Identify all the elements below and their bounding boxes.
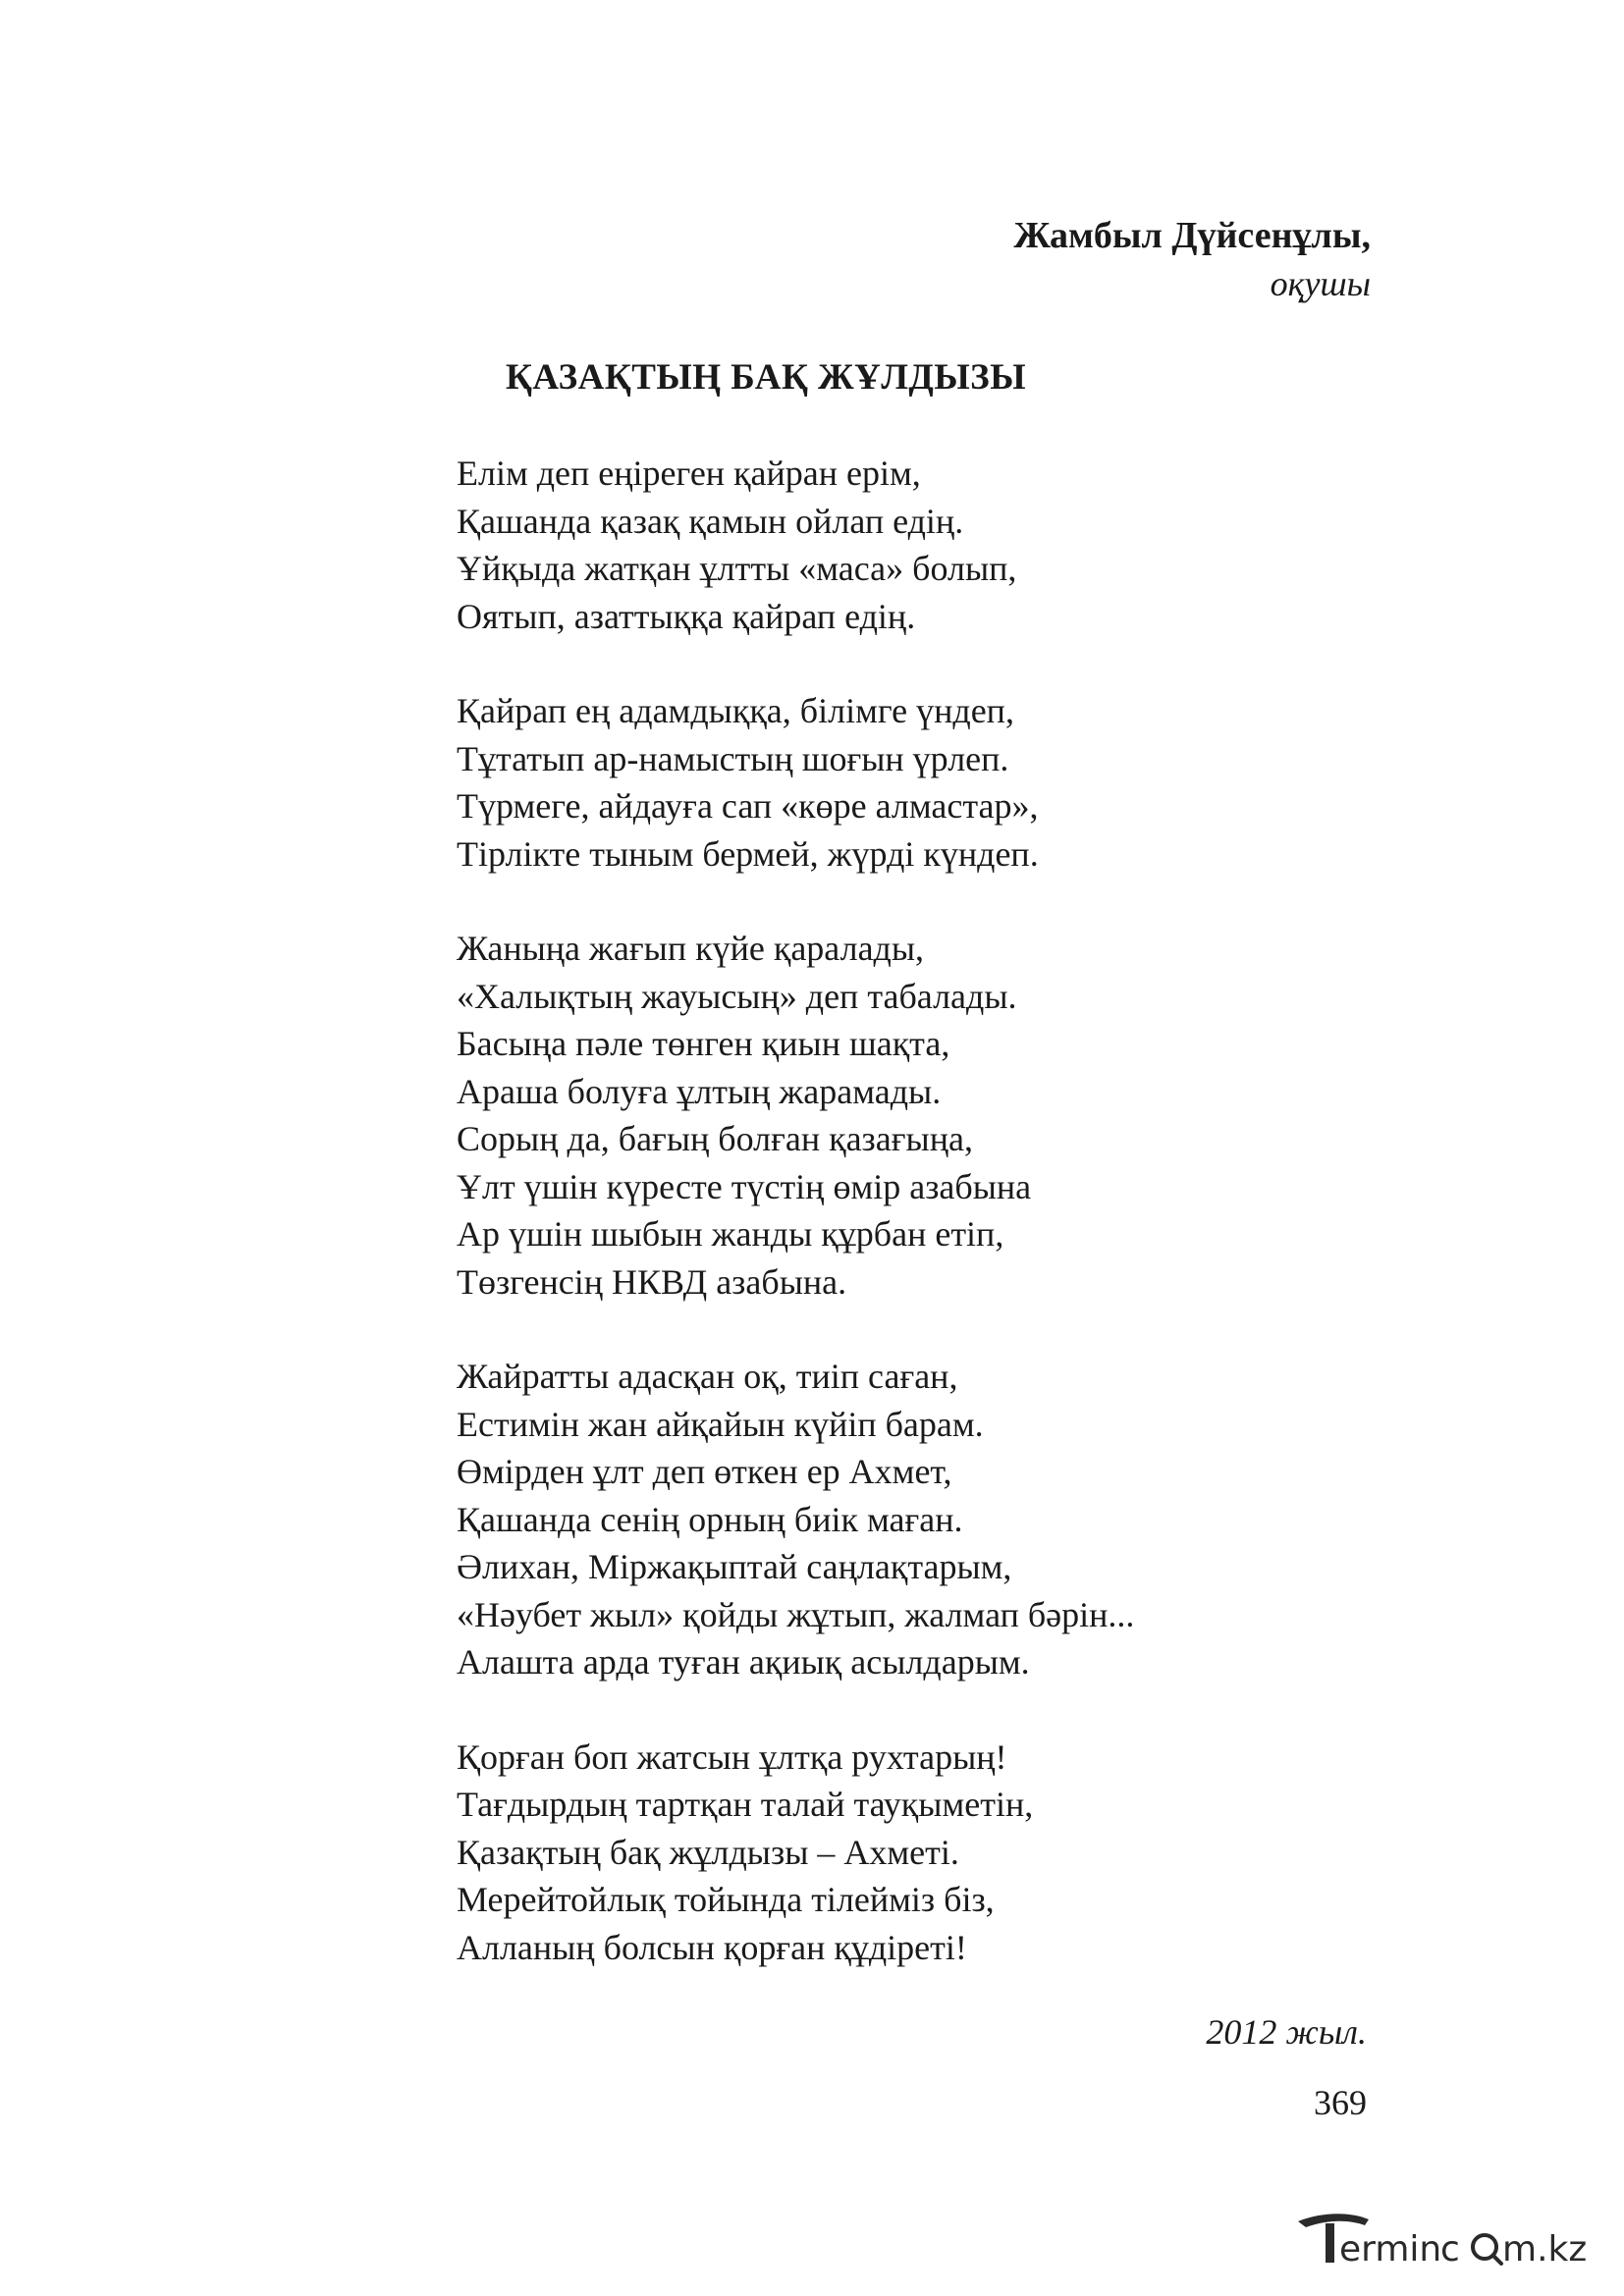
poem-line: Қашанда қазақ қамын ойлап едің. [457,501,964,541]
poem-line: Елім деп еңіреген қайран ерім, [457,454,921,493]
stanza [457,450,1340,640]
poem-line: Жайратты адасқан оқ, тиіп саған, [457,1357,958,1396]
poem-line: Тұтатып ар-намыстың шоғын үрлеп. [457,738,1009,778]
poem-line: Мерейтойлық тойында тілейміз біз, [457,1880,995,1919]
svg-text:m.kz: m.kz [1502,2229,1588,2269]
svg-text:ermin: ermin [1339,2229,1442,2269]
watermark [1292,2204,1597,2278]
poem-line: Тағдырдың тартқан талай тауқыметін, [457,1785,1034,1824]
poem-line: Тірлікте тыным бермей, жүрді күндеп. [457,833,1039,874]
author-block [1013,211,1371,307]
termincom-logo-icon [1292,2204,1597,2278]
poem-line: «Халықтың жауысың» деп табалады. [457,976,1017,1016]
svg-text:c: c [1440,2229,1460,2269]
poem-body [457,450,1340,2018]
poem-line: Қазақтың бақ жұлдызы – Ахметі. [457,1832,959,1872]
poem-line: Басыңа пәле төнген қиын шақта, [457,1024,950,1063]
poem-date: 2012 жыл. [1206,2012,1367,2052]
poem-line: Естимін жан айқайын күйіп барам. [457,1404,984,1444]
poem-line: Төзгенсің НКВД азабына. [457,1261,847,1302]
poem-line: Ұйқыда жатқан ұлтты «маса» болып, [457,549,1017,588]
poem-line: Жаныңа жағып күйе қаралады, [457,929,925,968]
poem-line: Қайрап ең адамдыққа, білімге үндеп, [457,691,1014,730]
poem-title: ҚАЗАҚТЫҢ БАҚ ЖҰЛДЫЗЫ [506,357,1027,398]
poem-line: Түрмеге, айдауға сап «көре алмастар», [457,786,1039,826]
poem-line: Өмірден ұлт деп өткен ер Ахмет, [457,1452,952,1491]
stanza [457,1353,1340,1686]
stanza [457,687,1340,878]
poem-line: Әлихан, Міржақыптай саңлақтарым, [457,1547,1012,1586]
poem-line: Араша болуға ұлтың жарамады. [457,1071,942,1111]
stanza [457,925,1340,1306]
poem-line: Қорған боп жатсын ұлтқа рухтарың! [457,1736,1007,1777]
poem-line: Ар үшін шыбын жанды құрбан етіп, [457,1214,1004,1254]
poem-line: Алланың болсын қорған құдіреті! [457,1927,967,1967]
poem-line: Қашанда сенің орның биік маған. [457,1499,963,1539]
author-name: Жамбыл Дүйсенұлы, [1013,215,1371,256]
poem-line: Ұлт үшін күресте түстің өмір азабына [457,1166,1032,1206]
poem-line: «Нәубет жыл» қойды жұтып, жалмап бәрін... [457,1594,1135,1634]
stanza [457,1734,1340,1972]
author-role: оқушы [1270,264,1371,303]
poem-line: Сорың да, бағың болған қазағыңа, [457,1119,973,1158]
page-number: 369 [1314,2083,1367,2122]
poem-line: Оятып, азаттыққа қайрап едің. [457,596,916,636]
poem-line: Алашта арда туған ақиық асылдарым. [457,1642,1030,1682]
